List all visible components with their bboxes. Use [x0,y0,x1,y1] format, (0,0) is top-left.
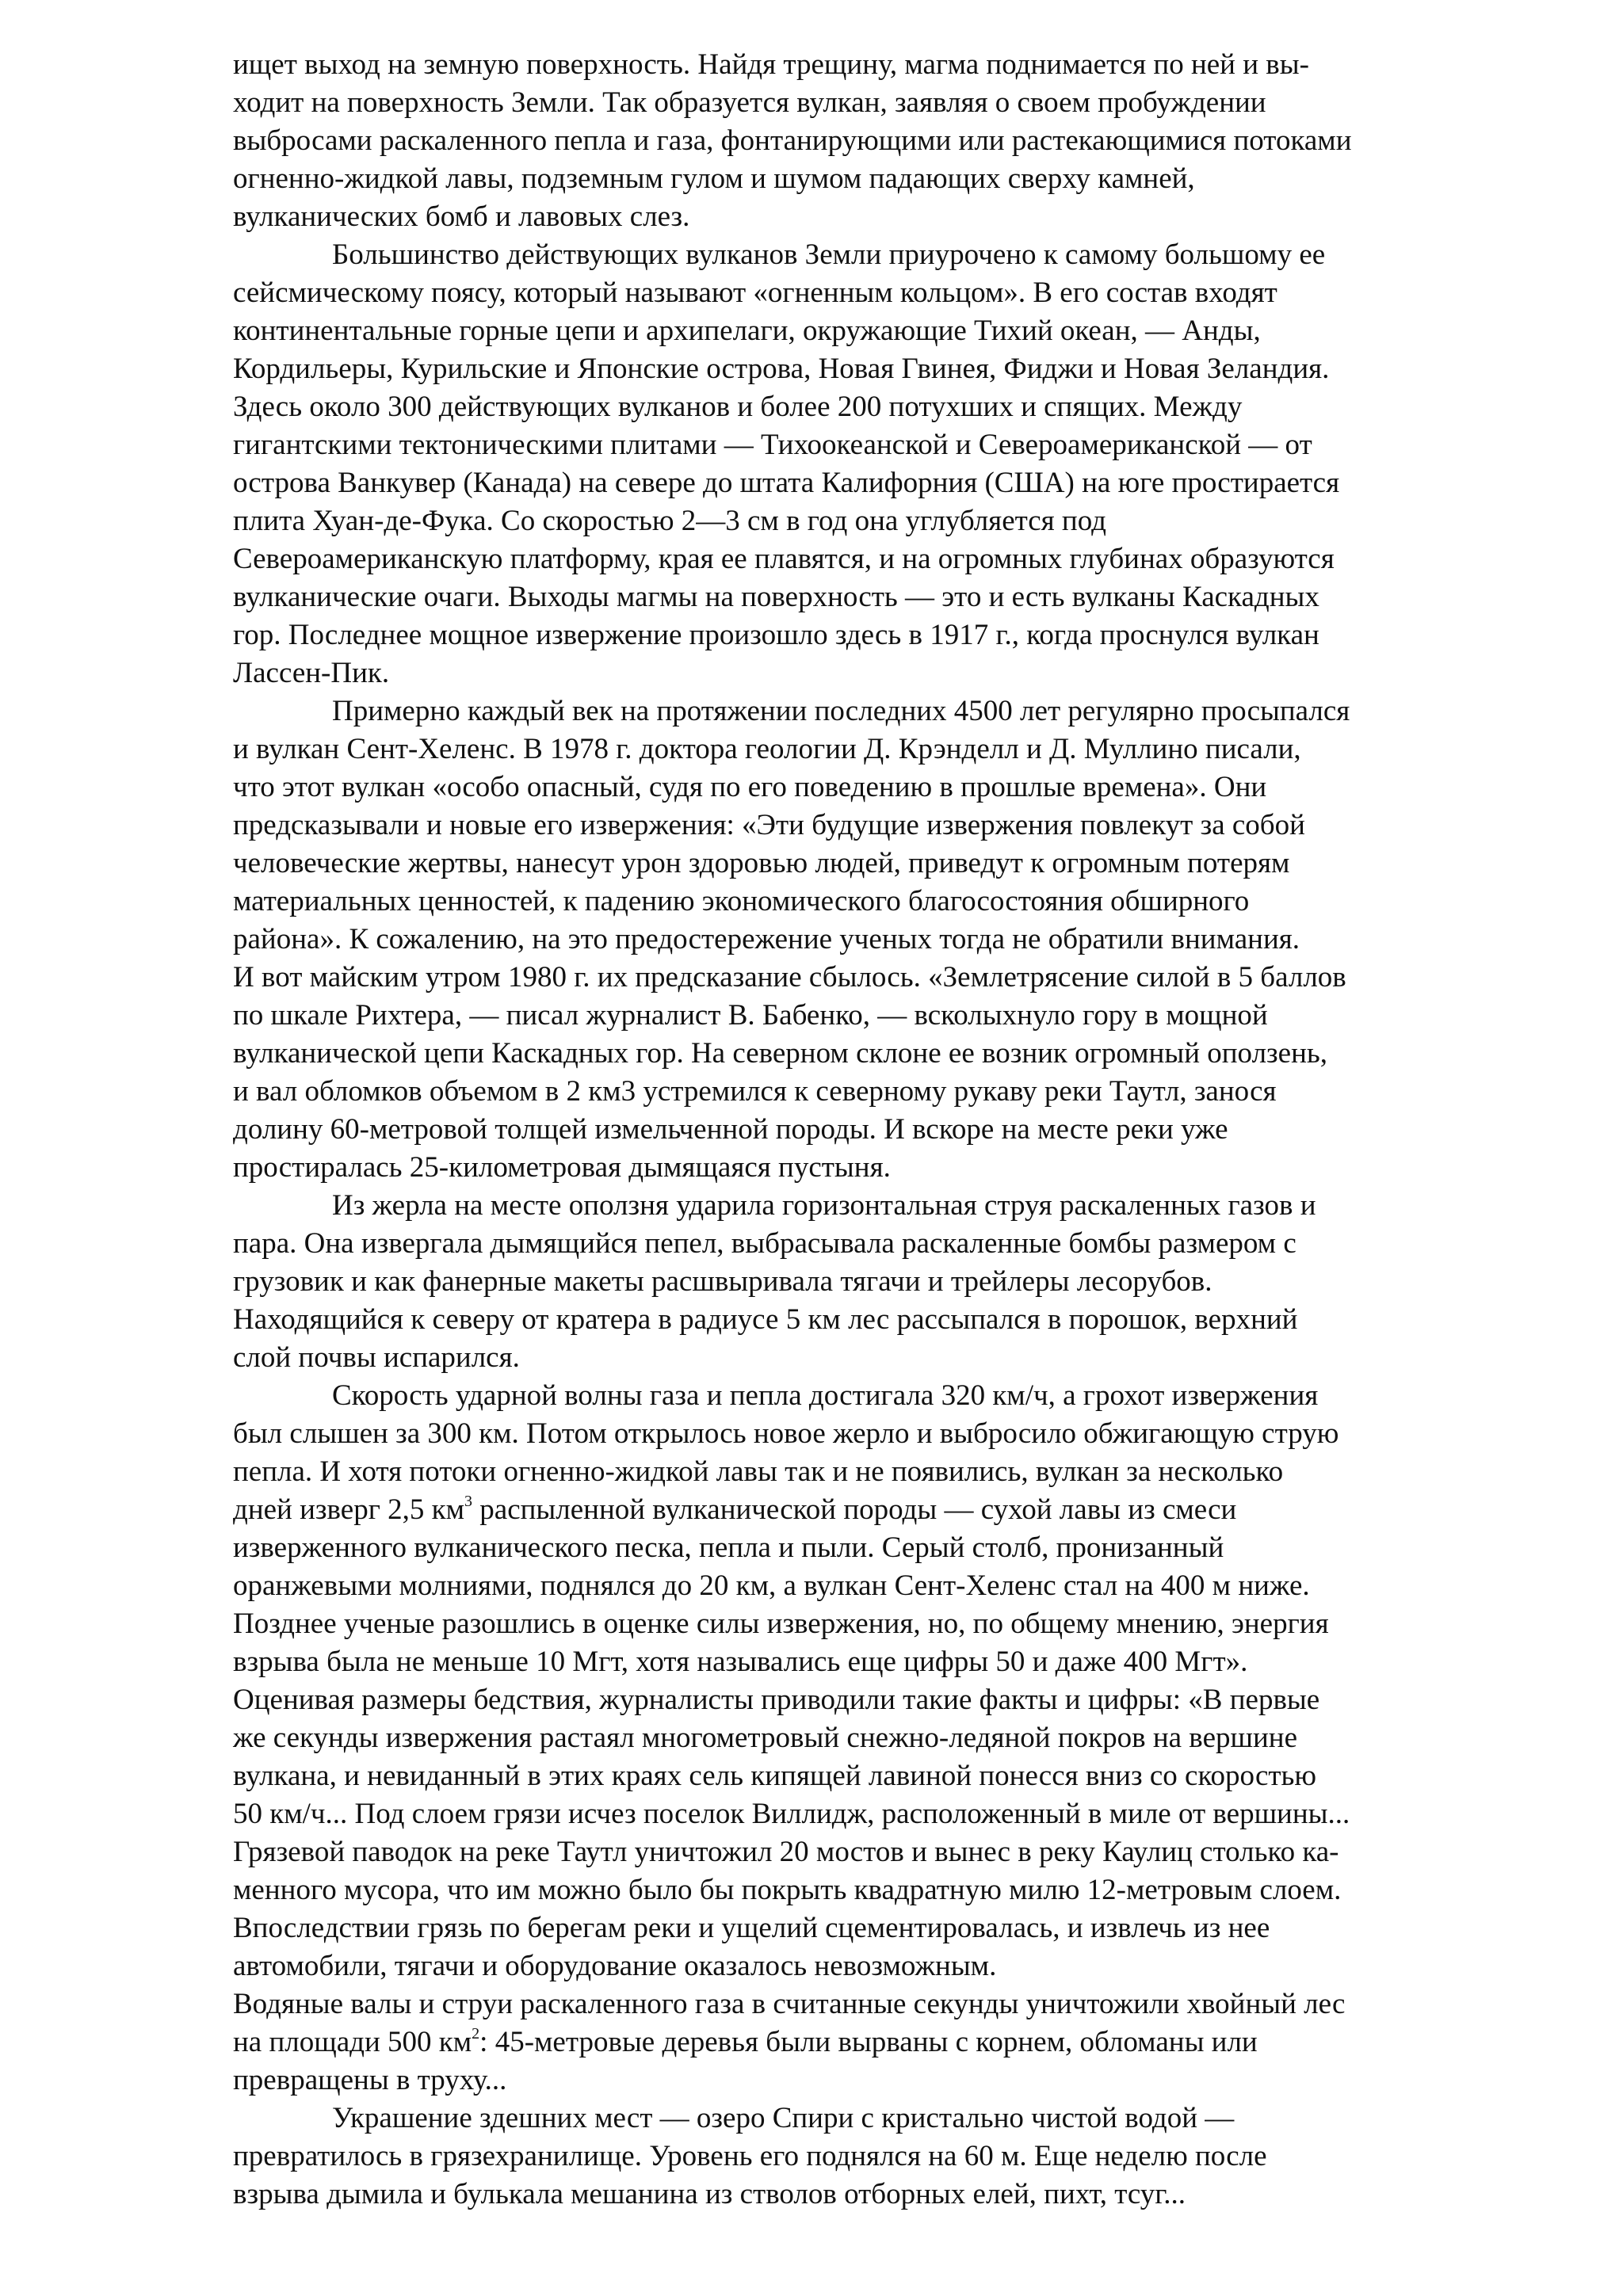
paragraph-2 [233,236,1501,692]
text-line: вулканические очаги. Выходы магмы на поверхность — это и есть вулканы Каскадных [233,581,1319,613]
text-line: вулкана, и невиданный в этих краях сель кипящей лавиной понесся вниз со скоростью [233,1760,1317,1792]
text-line: сейсмическому поясу, который называют «огненным кольцом». В его состав входят [233,277,1277,309]
text-line: менного мусора, что им можно было бы покрыть квадратную милю 12-метровым слоем. [233,1874,1342,1906]
text-line: оранжевыми молниями, поднялся до 20 км, а вулкан Сент-Хеленс стал на 400 м ниже. [233,1569,1310,1602]
text-line: огненно-жидкой лавы, подземным гулом и шумом падающих сверху камней, [233,162,1195,195]
text-line: Скорость ударной волны газа и пепла достигала 320 км/ч, а грохот извержения [332,1379,1319,1412]
text-line: и вал обломков объемом в 2 км3 устремился к северному рукаву реки Таутл, занося [233,1075,1277,1108]
text-line: И вот майским утром 1980 г. их предсказание сбылось. «Землетрясение силой в 5 баллов [233,961,1346,994]
text-line: Кордильеры, Курильские и Японские острова, Новая Гвинея, Фиджи и Новая Зеландия. [233,353,1330,385]
text-line: был слышен за 300 км. Потом открылось новое жерло и выбросило обжигающую струю [233,1417,1339,1450]
text-line: что этот вулкан «особо опасный, судя по его поведению в прошлые времена». Они [233,771,1267,803]
text-line: ищет выход на земную поверхность. Найдя трещину, магма поднимается по ней и вы- [233,48,1309,81]
text-line: Здесь около 300 действующих вулканов и более 200 потухших и спящих. Между [233,391,1243,423]
text-line: ходит на поверхность Земли. Так образуется вулкан, заявляя о своем пробуждении [233,86,1266,119]
paragraph-3 [233,692,1501,959]
text-line: превратилось в грязехранилище. Уровень его поднялся на 60 м. Еще неделю после [233,2140,1267,2172]
text-line: Лассен-Пик. [233,657,390,689]
text-line: Оценивая размеры бедствия, журналисты приводили такие факты и цифры: «В первые [233,1684,1320,1716]
document-body [233,46,1501,2214]
text-line: пепла. И хотя потоки огненно-жидкой лавы так и не появились, вулкан за несколько [233,1455,1284,1488]
text-line: взрыва была не меньше 10 Мгт, хотя назывались еще цифры 50 и даже 400 Мгт». [233,1646,1248,1678]
text-fragment: дней изверг 2,5 км [233,1493,465,1526]
text-line: же секунды извержения растаял многометровый снежно-ледяной покров на вершине [233,1722,1298,1754]
text-fragment: : 45-метровые деревья были вырваны с корнем, обломаны или [479,2026,1258,2058]
text-line: вулканической цепи Каскадных гор. На северном склоне ее возник огромный оползень, [233,1037,1327,1070]
paragraph-6 [233,1377,1501,2100]
text-line: гигантскими тектоническими плитами — Тихоокеанской и Североамериканской — от [233,429,1312,461]
text-fragment: на площади 500 км [233,2026,472,2058]
text-line: Находящийся к северу от кратера в радиусе 5 км лес рассыпался в порошок, верхний [233,1303,1298,1336]
text-line: выбросами раскаленного пепла и газа, фонтанирующими или растекающимися потоками [233,124,1352,157]
paragraph-1 [233,46,1501,236]
text-line: превращены в труху... [233,2064,507,2096]
text-line: Грязевой паводок на реке Таутл уничтожил 20 мостов и вынес в реку Каулиц столько ка- [233,1836,1339,1868]
text-line: по шкале Рихтера, — писал журналист В. Бабенко, — всколыхнуло гору в мощной [233,999,1268,1032]
text-line: взрыва дымила и булькала мешанина из стволов отборных елей, пихт, тсуг... [233,2178,1186,2210]
text-line: Впоследствии грязь по берегам реки и ущелий сцементировалась, и извлечь из нее [233,1912,1270,1944]
paragraph-7 [233,2100,1501,2214]
text-line: Водяные валы и струи раскаленного газа в считанные секунды уничтожили хвойный лес [233,1988,1346,2020]
text-line: предсказывали и новые его извержения: «Эти будущие извержения повлекут за собой [233,809,1305,841]
text-line: плита Хуан-де-Фука. Со скоростью 2—3 см в год она углубляется под [233,505,1106,537]
text-line: грузовик и как фанерные макеты расшвыривала тягачи и трейлеры лесорубов. [233,1265,1212,1298]
text-line: гор. Последнее мощное извержение произошло здесь в 1917 г., когда проснулся вулкан [233,619,1319,651]
text-line: 50 км/ч... Под слоем грязи исчез поселок Виллидж, расположенный в миле от вершины... [233,1798,1350,1830]
text-line: материальных ценностей, к падению экономического благосостояния обширного [233,885,1250,917]
text-line: района». К сожалению, на это предостережение ученых тогда не обратили внимания. [233,923,1300,955]
text-line: острова Ванкувер (Канада) на севере до штата Калифорния (США) на юге простирается [233,467,1340,499]
text-line: Позднее ученые разошлись в оценке силы извержения, но, по общему мнению, энергия [233,1608,1329,1640]
text-line: слой почвы испарился. [233,1341,520,1374]
paragraph-5 [233,1187,1501,1377]
text-line: простиралась 25-километровая дымящаяся пустыня. [233,1151,891,1184]
text-line: Большинство действующих вулканов Земли приурочено к самому большому ее [332,238,1326,271]
text-line: континентальные горные цепи и архипелаги, окружающие Тихий океан, — Анды, [233,315,1261,347]
text-line-with-superscript [233,1491,1501,1529]
text-line: долину 60-метровой толщей измельченной породы. И вскоре на месте реки уже [233,1113,1228,1146]
text-line: вулканических бомб и лавовых слез. [233,200,690,233]
text-fragment: распыленной вулканической породы — сухой лавы из смеси [472,1493,1237,1526]
paragraph-4 [233,959,1501,1187]
text-line: Украшение здешних мест — озеро Спири с кристально чистой водой — [332,2102,1235,2134]
text-line: Примерно каждый век на протяжении последних 4500 лет регулярно просыпался [332,695,1350,727]
text-line: и вулкан Сент-Хеленс. В 1978 г. доктора геологии Д. Крэнделл и Д. Муллино писали, [233,733,1301,765]
superscript: 2 [472,2025,480,2042]
text-line: автомобили, тягачи и оборудование оказалось невозможным. [233,1950,997,1982]
text-line: изверженного вулканического песка, пепла и пыли. Серый столб, пронизанный [233,1531,1224,1564]
text-line-with-superscript [233,2023,1501,2061]
text-line: Североамериканскую платформу, края ее плавятся, и на огромных глубинах образуются [233,543,1335,575]
superscript: 3 [464,1493,473,1510]
text-line: Из жерла на месте оползня ударила горизонтальная струя раскаленных газов и [332,1189,1316,1222]
text-line: пара. Она извергала дымящийся пепел, выбрасывала раскаленные бомбы размером с [233,1227,1296,1260]
text-line: человеческие жертвы, нанесут урон здоровью людей, приведут к огромным потерям [233,847,1290,879]
